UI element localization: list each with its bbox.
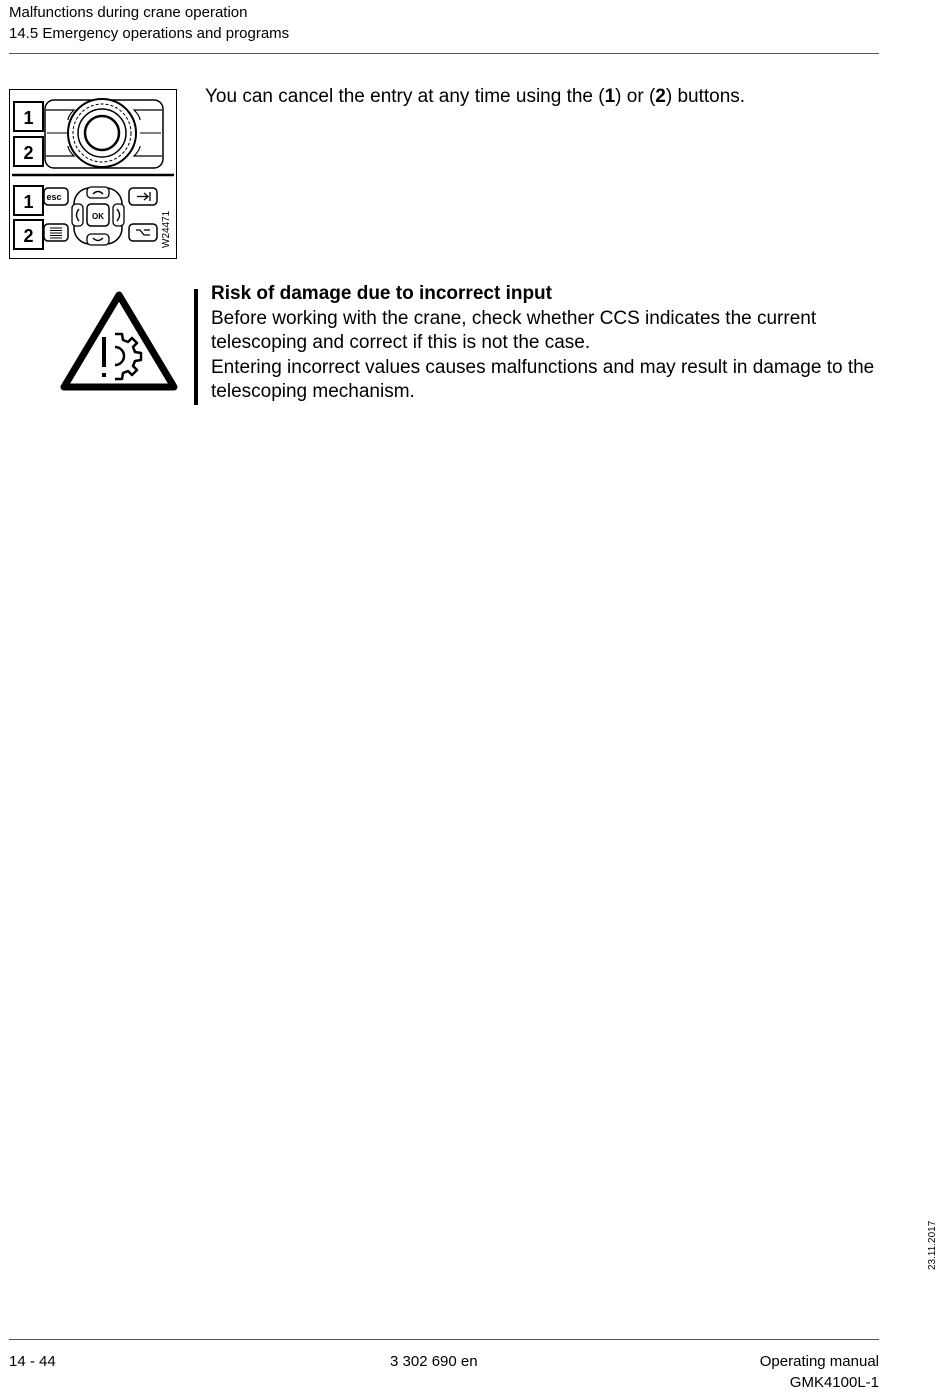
figure-code: W24471 [161,210,172,248]
page-header [9,2,289,44]
right-key [113,204,124,226]
warning-line-2: Entering incorrect values causes malfunctions and may result in damage to the telescoping mechanism. [211,356,875,402]
section-title: 14.5 Emergency operations and programs [9,25,290,42]
instruction-text: You can cancel the entry at any time using the ( [205,86,605,107]
instruction-text: ) or ( [615,86,656,107]
button-ref-1: 1 [604,86,616,107]
manual-title: Operating manual [759,1353,879,1370]
callout-label: 1 [23,108,34,128]
left-key [72,204,83,226]
warning-bar [194,289,198,405]
down-key [87,234,109,245]
warning-triangle-gear-icon [60,289,178,396]
control-panel-illustration [10,90,176,258]
warning-line-1: Before working with the crane, check whether CCS indicates the current telescoping and correct if this is not the case. [211,307,817,353]
callout-label: 1 [23,192,34,212]
esc-key-label: esc [46,192,62,202]
ok-key-label: OK [92,212,104,221]
warning-notice [211,282,891,405]
header-rule [9,53,879,54]
toggle-key [129,224,157,241]
control-panel-figure [9,89,177,259]
warning-title: Risk of damage due to incorrect input [211,283,552,304]
document-number: 3 302 690 en [390,1353,478,1370]
callout-label: 2 [23,226,34,246]
instruction-text: ) buttons. [665,86,746,107]
button-ref-2: 2 [655,86,666,107]
revision-date: 23.11.2017 [927,1220,938,1270]
page-number: 14 - 44 [9,1353,56,1370]
manual-info [760,1351,879,1393]
footer-rule [9,1339,879,1340]
callout-label: 2 [23,143,34,163]
cancel-instruction [205,84,745,110]
crane-model: GMK4100L-1 [789,1374,879,1391]
chapter-title: Malfunctions during crane operation [9,4,248,21]
up-key [87,187,109,198]
